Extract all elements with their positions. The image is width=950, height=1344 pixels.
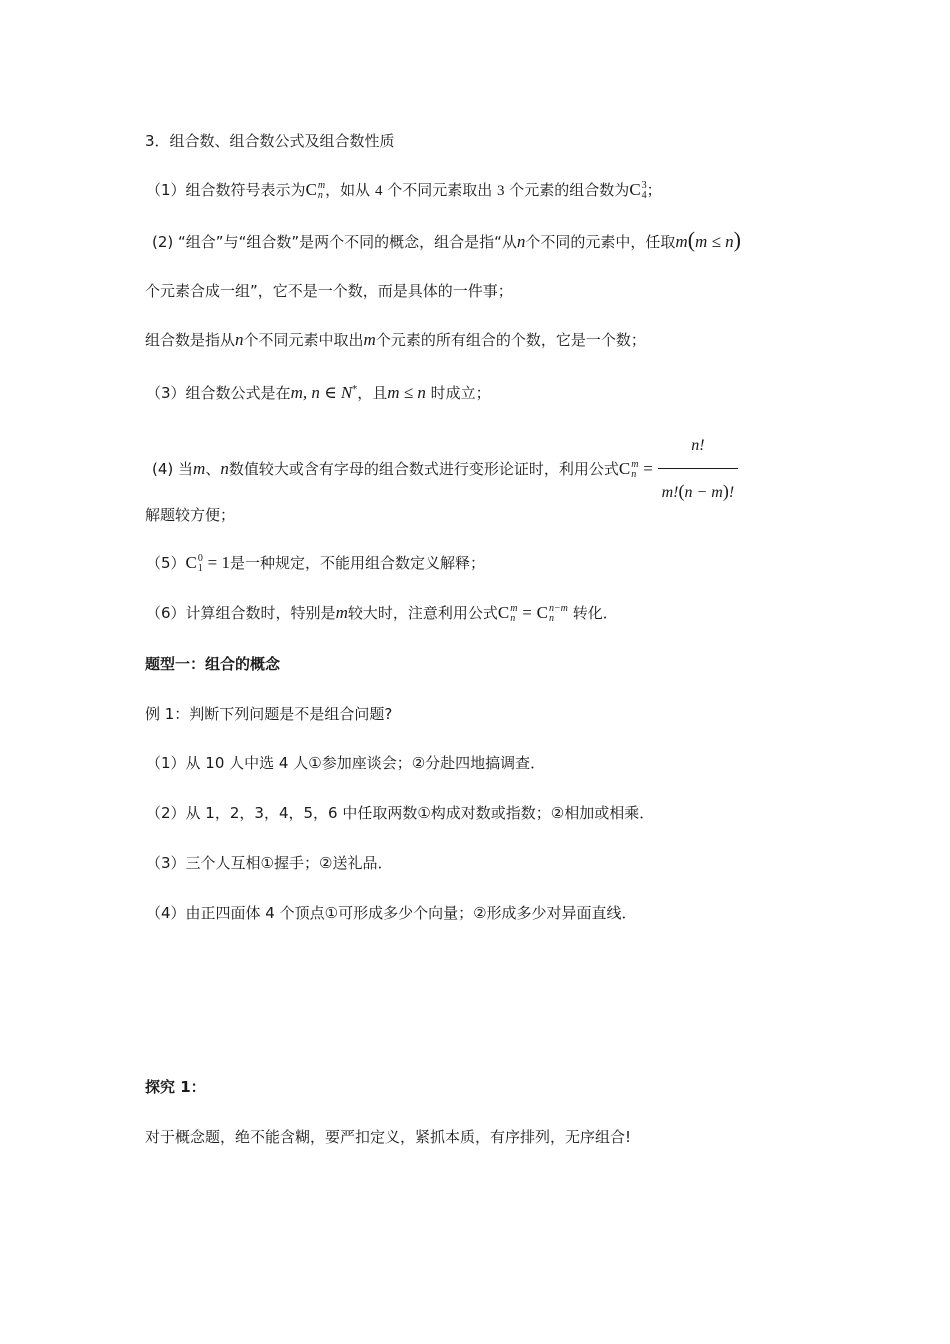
item-3-text-c: 时成立； xyxy=(430,384,491,402)
item-6-text-a: 计算组合数时，特别是 xyxy=(185,604,336,622)
question-4: （4）由正四面体 4 个顶点①可形成多少个向量；②形成多少对异面直线． xyxy=(146,904,637,922)
equals-one: = 1 xyxy=(207,553,231,572)
sub-n: n xyxy=(631,468,637,480)
combination-symbol: C xyxy=(618,459,631,478)
item-2b-text-a: 组合数是指从 xyxy=(145,331,236,349)
equals-sign: = xyxy=(643,459,653,478)
combination-symbol: C xyxy=(497,603,510,622)
item-1 xyxy=(146,178,662,203)
question-2: （2）从 1，2，3，4，5，6 中任取两数①构成对数或指数；②相加或相乘． xyxy=(146,804,655,822)
sup-m: m xyxy=(631,458,639,470)
equals-sign: = xyxy=(522,603,532,622)
var-m: m xyxy=(335,603,348,622)
item-3-text-a: 组合数公式是在 xyxy=(185,384,291,402)
condition-m-le-n: m ≤ n xyxy=(695,232,734,251)
combination-symbol: C xyxy=(305,180,317,199)
item-5-text-a: 是一种规定，不能用组合数定义解释； xyxy=(230,554,486,572)
item-1-text-b: ，如从 xyxy=(325,181,371,199)
separator: 、 xyxy=(205,460,221,478)
combination-symbol: C xyxy=(185,553,197,572)
question-3: （3）三个人互相①握手；②送礼品． xyxy=(146,854,393,872)
superscript-star: * xyxy=(352,384,358,395)
item-4-text-b: 数值较大或含有字母的组合数式进行变形论证时，利用公式 xyxy=(228,460,619,478)
sup-n-minus-m: n−m xyxy=(548,602,568,614)
item-1-num-4: 4 xyxy=(374,183,383,199)
item-2b-text-c: 个元素的所有组合的个数，它是一个数； xyxy=(375,331,646,349)
item-2-text-b: 个不同的元素中，任取 xyxy=(525,233,676,251)
paren-close: ) xyxy=(733,227,741,252)
item-4-label: (4) xyxy=(152,460,174,478)
section-heading: 3．组合数、组合数公式及组合数性质 xyxy=(145,132,395,150)
item-3-text-b: ，且 xyxy=(357,384,388,402)
item-1-text-a: 组合数符号表示为 xyxy=(185,181,306,199)
sup-0: 0 xyxy=(197,552,203,564)
item-2 xyxy=(152,228,741,254)
item-3-label: （3） xyxy=(146,384,186,402)
var-m: m xyxy=(193,459,206,478)
example-1-label: 例 1：判断下列问题是不是组合问题? xyxy=(145,705,393,723)
item-4-continuation: 解题较方便； xyxy=(145,506,236,524)
item-1-label: （1） xyxy=(146,181,186,199)
item-6-text-b: 较大时，注意利用公式 xyxy=(347,604,498,622)
explore-text: 对于概念题，绝不能含糊，要严扣定义，紧抓本质，有序排列，无序组合! xyxy=(145,1128,632,1146)
item-4 xyxy=(152,426,738,513)
item-2b-text-b: 个不同元素中取出 xyxy=(243,331,364,349)
item-2b xyxy=(145,328,646,352)
item-1-num-3: 3 xyxy=(497,183,505,199)
fraction-denominator: m!(n − m)! xyxy=(661,481,735,501)
item-5-label: （5） xyxy=(146,554,186,572)
var-n: n xyxy=(235,330,244,349)
sup-3: 3 xyxy=(641,179,647,191)
item-1-text-c: 个不同元素取出 xyxy=(387,181,493,199)
condition-m-le-n: m ≤ n xyxy=(387,383,426,402)
item-2-label: (2) xyxy=(152,233,174,251)
sup-m: m xyxy=(317,179,326,191)
combination-symbol: C xyxy=(536,603,548,622)
paren-open: ( xyxy=(687,227,696,252)
combination-symbol: C xyxy=(629,180,641,199)
item-2-text-a: “组合”与“组合数”是两个不同的概念，组合是指“从 xyxy=(178,233,517,251)
var-n: n xyxy=(220,459,229,478)
condition-mn-in-N: m, n ∈ N xyxy=(290,383,353,402)
type1-title: 题型一：组合的概念 xyxy=(145,655,281,673)
item-6-text-c: 转化． xyxy=(572,604,618,622)
sub-n: n xyxy=(548,612,554,624)
var-m: m xyxy=(675,232,688,251)
item-1-text-d: 个元素的组合数为 xyxy=(509,181,630,199)
item-1-text-e: ； xyxy=(646,181,662,199)
question-1: （1）从 10 人中选 4 人①参加座谈会；②分赴四地搞调查． xyxy=(146,754,546,772)
item-4-text-a: 当 xyxy=(178,460,194,478)
sup-m: m xyxy=(510,602,518,614)
item-3 xyxy=(146,378,491,405)
fraction-numerator: n! xyxy=(658,426,739,469)
var-m: m xyxy=(363,330,376,349)
sub-n: n xyxy=(317,189,323,201)
factorial-fraction xyxy=(658,426,739,513)
sub-1: 1 xyxy=(197,562,203,574)
item-6-label: （6） xyxy=(146,604,186,622)
sub-4: 4 xyxy=(641,189,647,201)
sub-n: n xyxy=(510,612,516,624)
item-2-continuation: 个元素合成一组”，它不是一个数，而是具体的一件事； xyxy=(145,282,513,300)
var-n: n xyxy=(516,232,526,251)
item-6 xyxy=(146,601,618,625)
item-5 xyxy=(146,551,485,575)
explore-title: 探究 1： xyxy=(145,1078,206,1096)
